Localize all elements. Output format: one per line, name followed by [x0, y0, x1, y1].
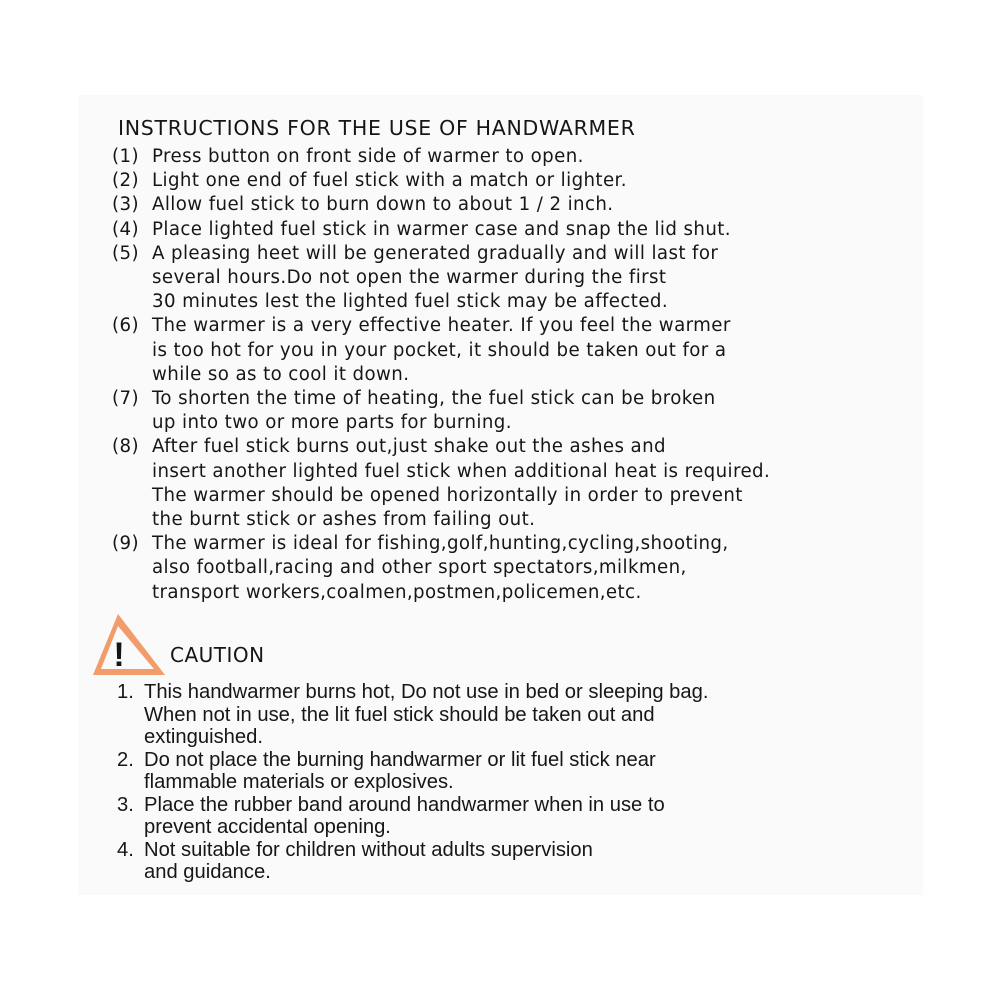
- caution-text: extinguished.: [144, 726, 263, 748]
- step-text: several hours.Do not open the warmer during the first: [152, 267, 667, 289]
- step-text: To shorten the time of heating, the fuel stick can be broken: [152, 388, 716, 410]
- step-number: (3): [112, 194, 139, 216]
- step-4: [112, 218, 912, 242]
- caution-text: Not suitable for children without adults supervision: [144, 838, 593, 861]
- warning-triangle-icon: [91, 611, 167, 679]
- step-number: (8): [112, 436, 139, 458]
- step-text: Place lighted fuel stick in warmer case and snap the lid shut.: [152, 218, 731, 240]
- caution-number: 2.: [117, 748, 134, 771]
- step-number: (9): [112, 533, 139, 555]
- step-text: is too hot for you in your pocket, it should be taken out for a: [152, 339, 727, 361]
- caution-number: 1.: [117, 681, 134, 703]
- step-text: 30 minutes lest the lighted fuel stick may be affected.: [152, 291, 669, 313]
- step-text: The warmer should be opened horizontally in order to prevent: [152, 484, 743, 506]
- caution-number: 4.: [117, 838, 134, 861]
- step-1: [112, 145, 912, 169]
- caution-text: Do not place the burning handwarmer or lit fuel stick near: [144, 748, 656, 771]
- step-3: [112, 193, 912, 217]
- step-text: Allow fuel stick to burn down to about 1 / 2 inch.: [152, 194, 614, 216]
- step-text: up into two or more parts for burning.: [152, 412, 512, 434]
- step-text: Light one end of fuel stick with a match or lighter.: [152, 170, 627, 192]
- caution-item-3: [117, 794, 917, 839]
- caution-number: 3.: [117, 793, 134, 816]
- caution-text: flammable materials or explosives.: [144, 771, 454, 793]
- step-text: insert another lighted fuel stick when additional heat is required.: [152, 460, 771, 482]
- step-number: (5): [112, 242, 139, 264]
- document-title: INSTRUCTIONS FOR THE USE OF HANDWARMER: [118, 116, 636, 140]
- step-5: [112, 242, 912, 315]
- caution-text: and guidance.: [144, 861, 271, 883]
- caution-item-1: [117, 681, 917, 749]
- step-text: The warmer is a very effective heater. If you feel the warmer: [152, 315, 731, 337]
- step-text: the burnt stick or ashes from failing out.: [152, 509, 536, 531]
- step-text: Press button on front side of warmer to open.: [152, 146, 584, 167]
- instruction-steps: [112, 145, 912, 605]
- caution-text: Place the rubber band around handwarmer when in use to: [144, 793, 665, 816]
- step-text: A pleasing heet will be generated gradually and will last for: [152, 242, 719, 264]
- caution-item-4: [117, 839, 917, 884]
- step-number: (4): [112, 218, 139, 240]
- step-7: [112, 387, 912, 435]
- step-text: After fuel stick burns out,just shake out the ashes and: [152, 436, 666, 458]
- step-number: (7): [112, 388, 139, 410]
- caution-list: [117, 681, 917, 884]
- caution-text: When not in use, the lit fuel stick should be taken out and: [144, 703, 655, 726]
- step-9: [112, 532, 912, 605]
- step-text: The warmer is ideal for fishing,golf,hunting,cycling,shooting,: [152, 533, 729, 555]
- caution-text: This handwarmer burns hot, Do not use in bed or sleeping bag.: [144, 681, 709, 703]
- step-number: (6): [112, 315, 139, 337]
- step-2: [112, 169, 912, 193]
- step-number: (2): [112, 170, 139, 192]
- step-text: also football,racing and other sport spectators,milkmen,: [152, 557, 687, 579]
- step-number: (1): [112, 146, 139, 167]
- step-6: [112, 314, 912, 387]
- step-text: transport workers,coalmen,postmen,policemen,etc.: [152, 581, 642, 603]
- caution-item-2: [117, 749, 917, 794]
- step-text: while so as to cool it down.: [152, 363, 410, 385]
- caution-heading: CAUTION: [170, 643, 265, 667]
- caution-text: prevent accidental opening.: [144, 816, 391, 838]
- warning-mark: !: [113, 636, 125, 674]
- step-8: [112, 435, 912, 532]
